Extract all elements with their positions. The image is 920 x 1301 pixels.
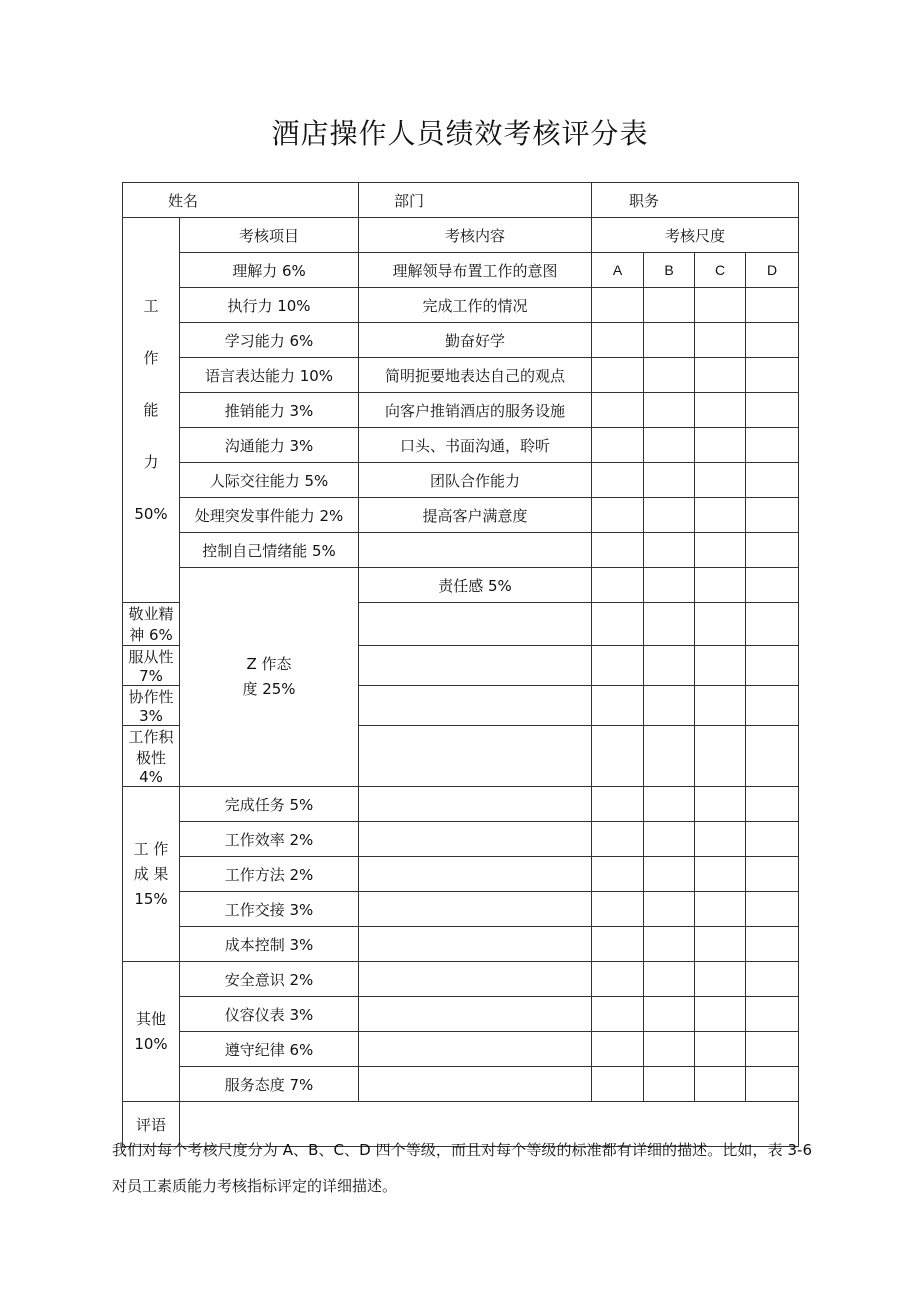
grade-label: C <box>695 253 746 288</box>
item-cell: 控制自己情绪能 5% <box>180 533 359 568</box>
grade-cell[interactable] <box>695 962 746 997</box>
item-cell: 协作性 3% <box>123 686 180 726</box>
grade-cell[interactable] <box>746 962 799 997</box>
grade-cell[interactable] <box>644 323 695 358</box>
page-title: 酒店操作人员绩效考核评分表 <box>271 117 649 150</box>
table-row <box>123 498 799 533</box>
item-cell: 工作交接 3% <box>180 892 359 927</box>
grade-cell[interactable] <box>695 568 746 603</box>
grade-cell[interactable] <box>592 288 644 323</box>
table-row <box>123 997 799 1032</box>
grade-cell[interactable] <box>695 498 746 533</box>
comment-label: 评语 <box>123 1102 180 1147</box>
grade-cell[interactable] <box>695 428 746 463</box>
dept-label: 部门 <box>359 183 592 218</box>
item-cell: 执行力 10% <box>180 288 359 323</box>
item-column-header: 考核项目 <box>180 218 359 253</box>
grade-cell[interactable] <box>592 463 644 498</box>
grade-cell[interactable] <box>644 646 695 686</box>
grade-cell[interactable] <box>695 927 746 962</box>
category-label-line: 能 <box>143 401 159 419</box>
item-cell: 服从性 7% <box>123 646 180 686</box>
grade-cell[interactable] <box>644 1067 695 1102</box>
category-label-line: 工 <box>143 297 159 315</box>
grade-cell[interactable] <box>695 1032 746 1067</box>
grade-cell[interactable] <box>592 962 644 997</box>
content-cell <box>359 997 592 1032</box>
content-cell <box>359 962 592 997</box>
grade-cell[interactable] <box>592 393 644 428</box>
item-cell: 完成任务 5% <box>180 787 359 822</box>
table-row <box>123 927 799 962</box>
table-row <box>123 822 799 857</box>
item-cell: 工作积极性 4% <box>123 726 180 787</box>
position-label: 职务 <box>592 183 799 218</box>
grade-cell[interactable] <box>592 428 644 463</box>
grade-cell[interactable] <box>644 927 695 962</box>
content-cell: 团队合作能力 <box>359 463 592 498</box>
grade-cell[interactable] <box>644 288 695 323</box>
item-cell: 沟通能力 3% <box>180 428 359 463</box>
category-label-line: 10% <box>134 1034 168 1053</box>
item-cell: 安全意识 2% <box>180 962 359 997</box>
grade-cell[interactable] <box>746 498 799 533</box>
grade-cell[interactable] <box>644 393 695 428</box>
item-cell: 工作效率 2% <box>180 822 359 857</box>
item-cell: 学习能力 6% <box>180 323 359 358</box>
table-row <box>123 1067 799 1102</box>
grade-cell[interactable] <box>592 603 644 646</box>
content-cell: 勤奋好学 <box>359 323 592 358</box>
grade-cell[interactable] <box>592 686 644 726</box>
grade-cell[interactable] <box>644 962 695 997</box>
content-cell <box>359 686 592 726</box>
item-cell: 处理突发事件能力 2% <box>180 498 359 533</box>
table-row <box>123 393 799 428</box>
category-label-line: Z 作态 <box>246 655 292 673</box>
grade-cell[interactable] <box>592 997 644 1032</box>
grade-cell[interactable] <box>746 787 799 822</box>
content-cell: 简明扼要地表达自己的观点 <box>359 358 592 393</box>
content-cell <box>359 822 592 857</box>
content-cell: 提高客户满意度 <box>359 498 592 533</box>
category-label-line: 成 果 <box>133 864 169 883</box>
category-label-line: 15% <box>134 889 168 908</box>
grade-cell[interactable] <box>746 927 799 962</box>
header-row <box>123 183 799 218</box>
evaluation-table <box>122 182 799 1147</box>
category-label <box>123 962 180 1102</box>
grade-cell[interactable] <box>695 393 746 428</box>
content-cell <box>359 857 592 892</box>
grade-cell[interactable] <box>746 323 799 358</box>
grade-cell[interactable] <box>746 997 799 1032</box>
grade-cell[interactable] <box>746 288 799 323</box>
table-row <box>123 892 799 927</box>
grade-cell[interactable] <box>746 533 799 568</box>
grade-cell[interactable] <box>644 358 695 393</box>
grade-cell[interactable] <box>644 498 695 533</box>
grade-cell[interactable] <box>746 358 799 393</box>
content-cell: 向客户推销酒店的服务设施 <box>359 393 592 428</box>
category-label <box>123 787 180 962</box>
grade-cell[interactable] <box>592 892 644 927</box>
item-cell: 仪容仪表 3% <box>180 997 359 1032</box>
grade-label: A <box>592 253 644 288</box>
grade-cell[interactable] <box>644 533 695 568</box>
grade-cell[interactable] <box>746 686 799 726</box>
grade-cell[interactable] <box>644 997 695 1032</box>
grade-cell[interactable] <box>644 686 695 726</box>
grade-cell[interactable] <box>746 428 799 463</box>
category-label-line: 其他 <box>135 1009 166 1028</box>
grade-cell[interactable] <box>695 822 746 857</box>
table-row <box>123 857 799 892</box>
grade-cell[interactable] <box>695 533 746 568</box>
category-label-line: 工 作 <box>133 839 169 858</box>
grade-cell[interactable] <box>695 892 746 927</box>
table-row <box>123 787 799 822</box>
category-label <box>123 218 180 603</box>
item-cell: 人际交往能力 5% <box>180 463 359 498</box>
content-cell <box>592 568 644 603</box>
grade-cell[interactable] <box>592 533 644 568</box>
table-row <box>123 533 799 568</box>
content-cell <box>359 1032 592 1067</box>
table-row <box>123 962 799 997</box>
grade-cell[interactable] <box>695 857 746 892</box>
grade-cell[interactable] <box>644 892 695 927</box>
grade-cell[interactable] <box>644 787 695 822</box>
grade-cell[interactable] <box>695 787 746 822</box>
category-label-line: 力 <box>143 453 159 471</box>
grade-cell[interactable] <box>746 1067 799 1102</box>
table-row <box>123 358 799 393</box>
grade-cell[interactable] <box>592 822 644 857</box>
grade-cell[interactable] <box>592 857 644 892</box>
content-cell <box>359 892 592 927</box>
grade-cell[interactable] <box>644 726 695 787</box>
grade-cell[interactable] <box>695 358 746 393</box>
grade-cell[interactable] <box>746 892 799 927</box>
grade-cell[interactable] <box>746 568 799 603</box>
grade-cell[interactable] <box>746 1032 799 1067</box>
grade-cell[interactable] <box>695 603 746 646</box>
grade-cell[interactable] <box>746 857 799 892</box>
item-cell: 服务态度 7% <box>180 1067 359 1102</box>
grade-label: D <box>746 253 799 288</box>
grade-cell[interactable] <box>746 822 799 857</box>
table-row <box>123 568 799 603</box>
grade-cell[interactable] <box>695 686 746 726</box>
grade-cell[interactable] <box>644 857 695 892</box>
item-cell: 敬业精神 6% <box>123 603 180 646</box>
content-cell: 理解领导布置工作的意图 <box>359 253 592 288</box>
grade-cell[interactable] <box>592 1032 644 1067</box>
grade-cell[interactable] <box>592 927 644 962</box>
grade-cell[interactable] <box>746 463 799 498</box>
grade-cell[interactable] <box>695 726 746 787</box>
grade-cell[interactable] <box>644 603 695 646</box>
table-row <box>123 1032 799 1067</box>
grade-cell[interactable] <box>644 428 695 463</box>
item-cell: 语言表达能力 10% <box>180 358 359 393</box>
grade-cell[interactable] <box>695 288 746 323</box>
content-cell <box>359 533 592 568</box>
grade-cell[interactable] <box>592 646 644 686</box>
grade-cell[interactable] <box>695 323 746 358</box>
grade-cell[interactable] <box>746 726 799 787</box>
item-cell: 遵守纪律 6% <box>180 1032 359 1067</box>
item-cell: 成本控制 3% <box>180 927 359 962</box>
item-cell: 推销能力 3% <box>180 393 359 428</box>
grade-cell[interactable] <box>592 498 644 533</box>
grade-cell[interactable] <box>746 393 799 428</box>
table-row <box>123 428 799 463</box>
item-cell: 责任感 5% <box>359 568 592 603</box>
content-cell <box>359 1067 592 1102</box>
grade-cell[interactable] <box>592 1067 644 1102</box>
content-cell <box>359 726 592 787</box>
category-label-line: 度 25% <box>242 680 296 698</box>
grade-cell[interactable] <box>644 568 695 603</box>
content-column-header: 考核内容 <box>359 218 592 253</box>
table-row <box>123 253 799 288</box>
category-label <box>180 568 359 787</box>
grade-cell[interactable] <box>695 646 746 686</box>
grade-cell[interactable] <box>592 787 644 822</box>
content-cell <box>359 646 592 686</box>
content-cell: 口头、书面沟通，聆听 <box>359 428 592 463</box>
item-cell: 工作方法 2% <box>180 857 359 892</box>
name-label: 姓名 <box>123 183 359 218</box>
table-row <box>123 288 799 323</box>
column-header-row <box>123 218 799 253</box>
table-row <box>123 323 799 358</box>
grade-cell[interactable] <box>644 822 695 857</box>
content-cell: 完成工作的情况 <box>359 288 592 323</box>
table-row <box>123 463 799 498</box>
grade-cell[interactable] <box>695 997 746 1032</box>
grade-cell[interactable] <box>746 603 799 646</box>
category-label-line: 50% <box>134 505 168 523</box>
grade-cell[interactable] <box>695 1067 746 1102</box>
grade-cell[interactable] <box>644 463 695 498</box>
item-cell: 理解力 6% <box>180 253 359 288</box>
grade-cell[interactable] <box>746 646 799 686</box>
grade-label: B <box>644 253 695 288</box>
content-cell <box>359 787 592 822</box>
content-cell <box>359 927 592 962</box>
grade-cell[interactable] <box>592 323 644 358</box>
description-paragraph: 我们对每个考核尺度分为 A、B、C、D 四个等级，而且对每个等级的标准都有详细的描述。比如，表 3-6 对员工素质能力考核指标评定的详细描述。 <box>112 1141 812 1195</box>
category-label-line: 作 <box>143 349 159 367</box>
grade-cell[interactable] <box>644 1032 695 1067</box>
grade-cell[interactable] <box>592 726 644 787</box>
grade-cell[interactable] <box>592 358 644 393</box>
scale-column-header: 考核尺度 <box>592 218 799 253</box>
content-cell <box>359 603 592 646</box>
grade-cell[interactable] <box>695 463 746 498</box>
